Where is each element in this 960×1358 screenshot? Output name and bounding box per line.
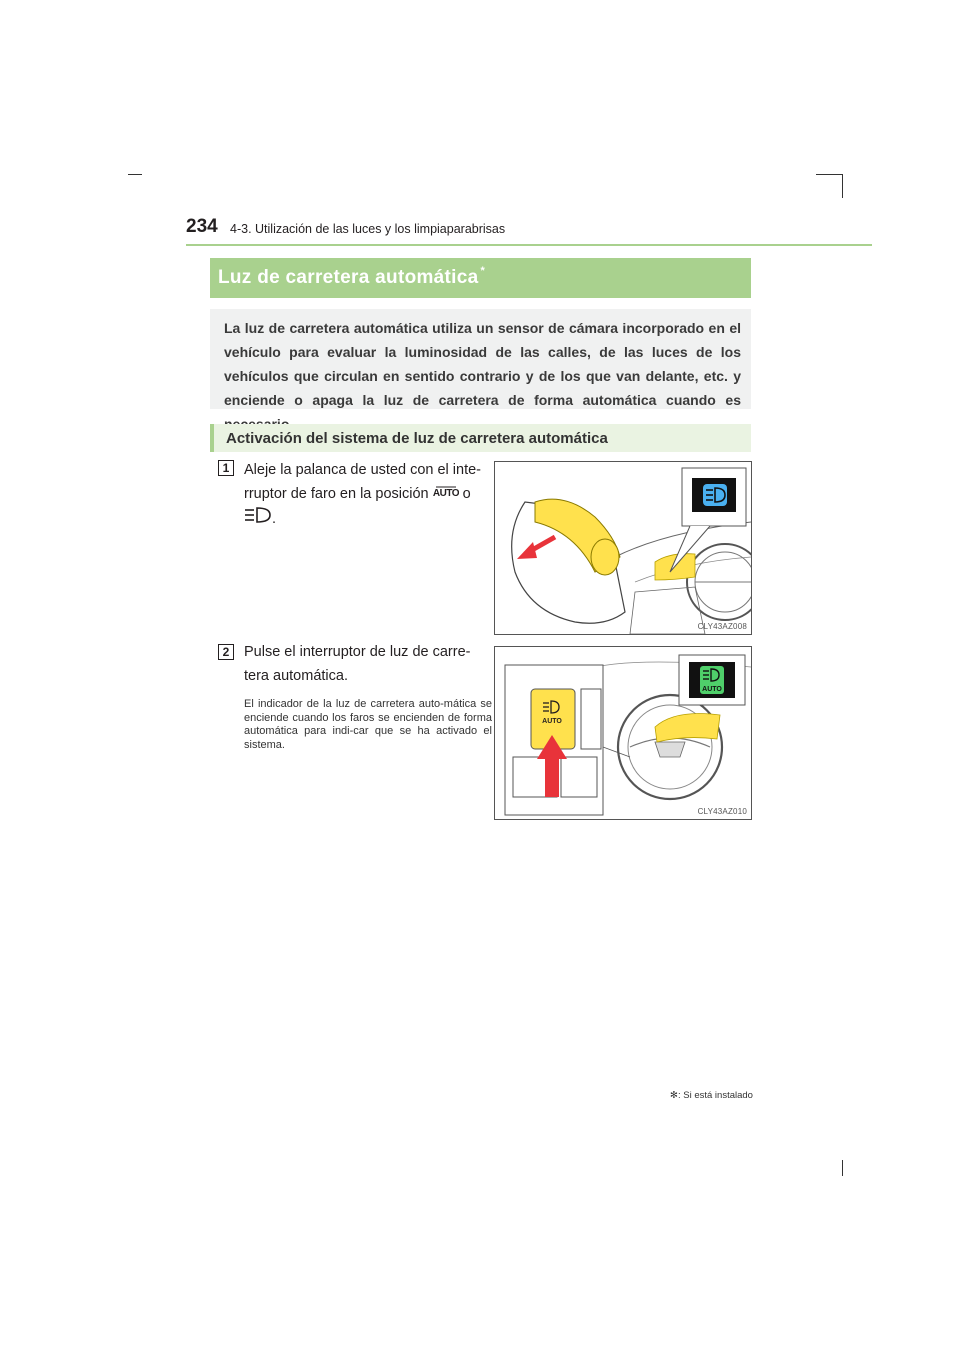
step-number-2: 2 [218, 644, 234, 660]
footnote-text: : Si está instalado [677, 1090, 753, 1101]
step-1-instruction: Aleje la palanca de usted con el inte-rruptor de faro en la posición [244, 462, 481, 502]
step-number-1: 1 [218, 460, 234, 476]
svg-text:AUTO: AUTO [542, 718, 562, 725]
step-1-text [244, 458, 492, 532]
footnote [670, 1090, 753, 1101]
figure-code-1: CLY43AZ008 [697, 622, 747, 631]
header-divider [186, 244, 872, 246]
auto-switch-icon [433, 482, 459, 506]
crop-mark-br-v [842, 1160, 843, 1176]
crop-mark-tl-h [128, 174, 142, 175]
step-2-text: Pulse el interruptor de luz de carre-tera automática. [244, 644, 471, 684]
svg-text:AUTO: AUTO [432, 488, 459, 499]
section-title [210, 258, 751, 298]
step-1-or: o [462, 486, 471, 502]
subheading: Activación del sistema de luz de carretera automática [210, 424, 751, 452]
footnote-symbol: ✻ [670, 1090, 678, 1101]
svg-text:AUTO: AUTO [702, 686, 722, 693]
step-1-end: . [272, 511, 277, 527]
lever-illustration [495, 462, 751, 634]
asterisk-marker: * [480, 265, 486, 277]
crop-mark-tr-h [816, 174, 843, 175]
section-title-text: Luz de carretera automática [218, 267, 479, 288]
headlight-icon [244, 506, 272, 532]
step-2-note: El indicador de la luz de carretera auto-mática se enciende cuando los faros se encienden de forma automática para indi-car que se ha activado el sistema. [244, 698, 492, 751]
switch-illustration [495, 647, 751, 819]
crop-mark-tr-v [842, 174, 843, 198]
figure-switch [494, 646, 752, 820]
figure-code-2: CLY43AZ010 [697, 807, 747, 816]
figure-lever [494, 461, 752, 635]
section-reference: 4-3. Utilización de las luces y los limpiaparabrisas [230, 222, 506, 236]
page-number: 234 [186, 216, 218, 237]
intro-text: La luz de carretera automática utiliza un sensor de cámara incorporado en el vehículo para evaluar la luminosidad de las calles, de las luces de los vehículos que circulan en sentido contrario y de los que van delante, etc. y enciende o apaga la luz de carretera de forma automática cuando es [210, 309, 751, 409]
